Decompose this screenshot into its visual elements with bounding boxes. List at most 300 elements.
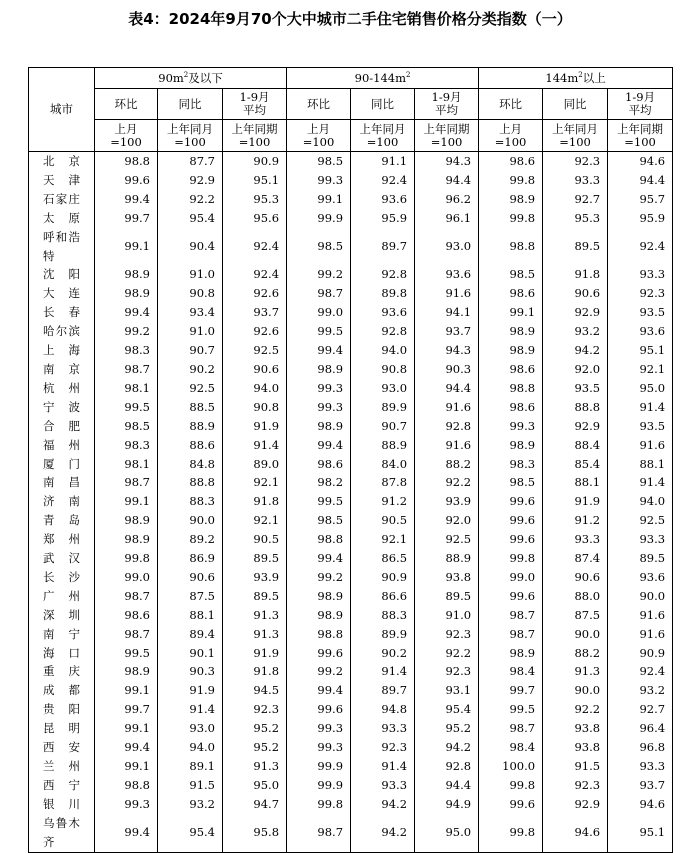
- index-value-cell: 98.9: [95, 284, 158, 303]
- index-value-cell: 98.4: [479, 738, 543, 757]
- table-row: [29, 587, 673, 606]
- index-value-cell: 99.2: [287, 662, 351, 681]
- header-group-row: [29, 68, 673, 89]
- index-value-cell: 99.1: [95, 492, 158, 511]
- index-value-cell: 99.6: [479, 511, 543, 530]
- index-value-cell: 92.8: [415, 417, 479, 436]
- base-header-line2: =100: [302, 134, 335, 149]
- index-value-cell: 92.7: [608, 700, 673, 719]
- index-value-cell: 93.6: [351, 190, 415, 209]
- table-row: [29, 360, 673, 379]
- table-row: [29, 814, 673, 852]
- index-value-cell: 93.0: [351, 379, 415, 398]
- city-name-cell: 上海: [29, 341, 95, 360]
- index-value-cell: 98.8: [479, 379, 543, 398]
- table-row: [29, 606, 673, 625]
- base-header-line1: 上年同期: [423, 121, 470, 136]
- base-header: [608, 120, 673, 152]
- table-row: [29, 473, 673, 492]
- index-value-cell: 90.8: [223, 398, 287, 417]
- index-value-cell: 96.4: [608, 719, 673, 738]
- index-value-cell: 92.3: [415, 625, 479, 644]
- index-value-cell: 94.0: [223, 379, 287, 398]
- index-value-cell: 98.5: [287, 152, 351, 171]
- index-value-cell: 90.1: [158, 644, 223, 663]
- index-value-cell: 92.7: [543, 190, 608, 209]
- index-value-cell: 98.1: [95, 455, 158, 474]
- table-row: [29, 265, 673, 284]
- index-value-cell: 99.2: [287, 568, 351, 587]
- index-value-cell: 95.3: [543, 209, 608, 228]
- index-value-cell: 93.8: [543, 738, 608, 757]
- base-header: [95, 120, 158, 152]
- index-value-cell: 98.7: [479, 625, 543, 644]
- city-name-cell: 哈尔滨: [29, 322, 95, 341]
- index-value-cell: 92.3: [608, 284, 673, 303]
- index-value-cell: 90.3: [158, 662, 223, 681]
- index-value-cell: 88.0: [543, 587, 608, 606]
- index-value-cell: 90.9: [608, 644, 673, 663]
- table-row: [29, 228, 673, 266]
- index-value-cell: 87.5: [543, 606, 608, 625]
- index-value-cell: 99.2: [287, 265, 351, 284]
- index-value-cell: 99.1: [479, 303, 543, 322]
- index-value-cell: 91.1: [351, 152, 415, 171]
- index-value-cell: 98.2: [287, 473, 351, 492]
- index-value-cell: 94.9: [415, 795, 479, 814]
- index-value-cell: 88.6: [158, 436, 223, 455]
- index-value-cell: 92.2: [543, 700, 608, 719]
- index-value-cell: 90.0: [543, 625, 608, 644]
- index-value-cell: 98.7: [95, 587, 158, 606]
- index-value-cell: 95.1: [608, 814, 673, 852]
- index-value-cell: 99.8: [479, 814, 543, 852]
- index-value-cell: 94.0: [351, 341, 415, 360]
- index-value-cell: 98.8: [95, 152, 158, 171]
- index-value-cell: 93.7: [608, 776, 673, 795]
- index-value-cell: 94.4: [415, 379, 479, 398]
- index-value-cell: 92.0: [415, 511, 479, 530]
- table-row: [29, 190, 673, 209]
- index-value-cell: 98.7: [95, 625, 158, 644]
- index-value-cell: 94.8: [351, 700, 415, 719]
- index-value-cell: 89.7: [351, 681, 415, 700]
- index-value-cell: 88.1: [158, 606, 223, 625]
- index-value-cell: 89.5: [223, 587, 287, 606]
- index-value-cell: 99.8: [479, 209, 543, 228]
- index-value-cell: 93.0: [158, 719, 223, 738]
- index-value-cell: 90.5: [223, 530, 287, 549]
- index-value-cell: 99.6: [479, 587, 543, 606]
- city-name-cell: 海口: [29, 644, 95, 663]
- city-name-cell: 福州: [29, 436, 95, 455]
- index-value-cell: 98.8: [287, 625, 351, 644]
- index-value-cell: 91.5: [158, 776, 223, 795]
- table-row: [29, 492, 673, 511]
- index-value-cell: 99.8: [95, 549, 158, 568]
- sub-header: [158, 89, 223, 120]
- group-header-post: 以上: [582, 70, 606, 85]
- city-name-cell: 北京: [29, 152, 95, 171]
- index-value-cell: 99.6: [479, 795, 543, 814]
- index-value-cell: 99.4: [95, 303, 158, 322]
- base-header: [479, 120, 543, 152]
- index-value-cell: 92.3: [351, 738, 415, 757]
- index-value-cell: 86.6: [351, 587, 415, 606]
- index-value-cell: 91.3: [543, 662, 608, 681]
- index-value-cell: 94.3: [415, 152, 479, 171]
- index-value-cell: 99.4: [95, 814, 158, 852]
- index-value-cell: 99.4: [95, 190, 158, 209]
- index-value-cell: 91.8: [543, 265, 608, 284]
- city-name-cell: 兰州: [29, 757, 95, 776]
- index-value-cell: 99.3: [479, 417, 543, 436]
- index-value-cell: 92.9: [543, 417, 608, 436]
- table-row: [29, 379, 673, 398]
- sub-header: [351, 89, 415, 120]
- index-value-cell: 99.0: [479, 568, 543, 587]
- index-value-cell: 93.6: [415, 265, 479, 284]
- index-value-cell: 92.3: [543, 776, 608, 795]
- index-value-cell: 90.9: [351, 568, 415, 587]
- index-value-cell: 98.9: [479, 644, 543, 663]
- index-value-cell: 95.1: [608, 341, 673, 360]
- price-index-table: [28, 67, 673, 853]
- sub-header: [543, 89, 608, 120]
- index-value-cell: 94.4: [608, 171, 673, 190]
- index-value-cell: 89.1: [158, 757, 223, 776]
- index-value-cell: 98.3: [95, 436, 158, 455]
- table-row: [29, 568, 673, 587]
- sub-header-line1: 环比: [114, 96, 138, 111]
- index-value-cell: 98.5: [479, 473, 543, 492]
- index-value-cell: 98.1: [95, 379, 158, 398]
- index-value-cell: 94.6: [608, 152, 673, 171]
- index-value-cell: 98.9: [95, 662, 158, 681]
- index-value-cell: 94.1: [415, 303, 479, 322]
- sub-header: [223, 89, 287, 120]
- city-name-cell: 长春: [29, 303, 95, 322]
- index-value-cell: 87.8: [351, 473, 415, 492]
- index-value-cell: 88.9: [351, 436, 415, 455]
- index-value-cell: 93.5: [543, 379, 608, 398]
- sub-header-line1: 环比: [307, 96, 331, 111]
- index-value-cell: 99.0: [95, 568, 158, 587]
- city-name-cell: 银川: [29, 795, 95, 814]
- index-value-cell: 89.5: [608, 549, 673, 568]
- index-value-cell: 95.0: [415, 814, 479, 852]
- index-value-cell: 98.9: [479, 341, 543, 360]
- index-value-cell: 91.4: [158, 700, 223, 719]
- index-value-cell: 95.4: [158, 209, 223, 228]
- base-header-line2: =100: [238, 134, 271, 149]
- table-row: [29, 341, 673, 360]
- index-value-cell: 91.4: [608, 473, 673, 492]
- index-value-cell: 94.2: [351, 795, 415, 814]
- table-row: [29, 171, 673, 190]
- index-value-cell: 93.1: [415, 681, 479, 700]
- city-name-cell: 大连: [29, 284, 95, 303]
- index-value-cell: 86.5: [351, 549, 415, 568]
- index-value-cell: 92.5: [158, 379, 223, 398]
- index-value-cell: 88.1: [608, 455, 673, 474]
- index-value-cell: 93.6: [608, 568, 673, 587]
- sub-header: [287, 89, 351, 120]
- index-value-cell: 92.9: [543, 795, 608, 814]
- index-value-cell: 88.2: [415, 455, 479, 474]
- index-value-cell: 93.3: [543, 171, 608, 190]
- page-title: 表4：2024年9月70个大中城市二手住宅销售价格分类指数（一）: [128, 10, 572, 28]
- index-value-cell: 91.6: [608, 606, 673, 625]
- base-header-line2: =100: [624, 134, 656, 149]
- index-value-cell: 88.4: [543, 436, 608, 455]
- index-value-cell: 92.3: [223, 700, 287, 719]
- index-value-cell: 87.4: [543, 549, 608, 568]
- index-value-cell: 90.6: [543, 284, 608, 303]
- index-value-cell: 95.2: [223, 738, 287, 757]
- index-value-cell: 89.0: [223, 455, 287, 474]
- index-value-cell: 93.9: [415, 492, 479, 511]
- index-value-cell: 99.3: [287, 738, 351, 757]
- index-value-cell: 94.7: [223, 795, 287, 814]
- base-header-line1: 上月: [307, 121, 331, 136]
- index-value-cell: 92.8: [415, 757, 479, 776]
- header-sub-row: [29, 89, 673, 120]
- index-value-cell: 91.3: [223, 757, 287, 776]
- index-value-cell: 93.8: [415, 568, 479, 587]
- index-value-cell: 98.9: [95, 511, 158, 530]
- index-value-cell: 98.7: [287, 814, 351, 852]
- table-row: [29, 417, 673, 436]
- sub-header-line1: 1-9月: [431, 90, 462, 104]
- index-value-cell: 96.2: [415, 190, 479, 209]
- index-value-cell: 90.6: [158, 568, 223, 587]
- index-value-cell: 92.8: [351, 322, 415, 341]
- index-value-cell: 99.5: [287, 322, 351, 341]
- index-value-cell: 93.3: [608, 757, 673, 776]
- city-name-cell: 贵阳: [29, 700, 95, 719]
- index-value-cell: 92.2: [415, 473, 479, 492]
- group-header-pre: 144m: [545, 70, 579, 85]
- index-value-cell: 94.4: [415, 171, 479, 190]
- index-value-cell: 92.3: [415, 662, 479, 681]
- base-header: [223, 120, 287, 152]
- base-header-line1: 上年同期: [617, 121, 664, 136]
- city-name-cell: 深圳: [29, 606, 95, 625]
- city-column-header: 城市: [29, 68, 95, 152]
- index-value-cell: 98.7: [287, 284, 351, 303]
- index-value-cell: 94.2: [415, 738, 479, 757]
- table-row: [29, 511, 673, 530]
- city-name-cell: 乌鲁木齐: [29, 814, 95, 852]
- index-value-cell: 98.7: [95, 360, 158, 379]
- index-value-cell: 98.6: [479, 360, 543, 379]
- index-value-cell: 92.6: [223, 322, 287, 341]
- index-value-cell: 99.4: [287, 436, 351, 455]
- sub-header-line1: 1-9月: [239, 90, 270, 104]
- index-value-cell: 92.4: [608, 228, 673, 266]
- table-row: [29, 436, 673, 455]
- table-row: [29, 700, 673, 719]
- city-name-cell: 南宁: [29, 625, 95, 644]
- index-value-cell: 95.9: [608, 209, 673, 228]
- index-value-cell: 98.8: [95, 776, 158, 795]
- index-value-cell: 90.7: [351, 417, 415, 436]
- table-row: [29, 757, 673, 776]
- city-name-cell: 天津: [29, 171, 95, 190]
- index-value-cell: 90.3: [415, 360, 479, 379]
- city-name-cell: 杭州: [29, 379, 95, 398]
- index-value-cell: 91.4: [351, 757, 415, 776]
- index-value-cell: 99.1: [95, 681, 158, 700]
- index-value-cell: 99.9: [287, 757, 351, 776]
- index-value-cell: 90.8: [351, 360, 415, 379]
- index-value-cell: 99.6: [287, 700, 351, 719]
- index-value-cell: 91.3: [223, 625, 287, 644]
- index-value-cell: 91.0: [415, 606, 479, 625]
- index-value-cell: 94.6: [543, 814, 608, 852]
- index-value-cell: 96.1: [415, 209, 479, 228]
- index-value-cell: 98.6: [287, 455, 351, 474]
- index-value-cell: 99.1: [95, 757, 158, 776]
- table-row: [29, 398, 673, 417]
- index-value-cell: 91.6: [608, 625, 673, 644]
- index-value-cell: 94.0: [608, 492, 673, 511]
- index-value-cell: 98.9: [479, 436, 543, 455]
- table-row: [29, 644, 673, 663]
- index-value-cell: 99.0: [287, 303, 351, 322]
- index-value-cell: 98.7: [479, 719, 543, 738]
- group-header-pre: 90m: [158, 70, 184, 85]
- index-value-cell: 99.5: [95, 644, 158, 663]
- sub-header-line2: 平均: [243, 103, 267, 117]
- index-value-cell: 100.0: [479, 757, 543, 776]
- index-value-cell: 95.8: [223, 814, 287, 852]
- sub-header-line2: 平均: [435, 103, 459, 117]
- table-row: [29, 284, 673, 303]
- index-value-cell: 91.9: [223, 417, 287, 436]
- sub-header: [479, 89, 543, 120]
- sub-header-line1: 同比: [563, 96, 587, 111]
- index-value-cell: 84.0: [351, 455, 415, 474]
- group-header: [287, 68, 479, 89]
- index-value-cell: 95.2: [415, 719, 479, 738]
- index-value-cell: 92.4: [223, 228, 287, 266]
- index-value-cell: 98.9: [95, 530, 158, 549]
- sub-header: [608, 89, 673, 120]
- city-name-cell: 武汉: [29, 549, 95, 568]
- table-row: [29, 625, 673, 644]
- index-value-cell: 94.5: [223, 681, 287, 700]
- city-name-cell: 昆明: [29, 719, 95, 738]
- index-value-cell: 91.2: [543, 511, 608, 530]
- index-value-cell: 93.2: [158, 795, 223, 814]
- index-value-cell: 89.5: [223, 549, 287, 568]
- index-value-cell: 88.3: [351, 606, 415, 625]
- index-value-cell: 98.8: [287, 530, 351, 549]
- index-value-cell: 90.6: [223, 360, 287, 379]
- index-value-cell: 99.4: [287, 681, 351, 700]
- city-name-cell: 济南: [29, 492, 95, 511]
- index-value-cell: 99.1: [95, 719, 158, 738]
- index-value-cell: 99.2: [95, 322, 158, 341]
- index-value-cell: 90.4: [158, 228, 223, 266]
- base-header: [543, 120, 608, 152]
- index-value-cell: 95.1: [223, 171, 287, 190]
- index-value-cell: 90.0: [608, 587, 673, 606]
- index-value-cell: 98.3: [95, 341, 158, 360]
- city-name-cell: 成都: [29, 681, 95, 700]
- group-header: [95, 68, 287, 89]
- index-value-cell: 92.6: [223, 284, 287, 303]
- index-value-cell: 88.9: [158, 417, 223, 436]
- index-value-cell: 94.2: [351, 814, 415, 852]
- table-row: [29, 530, 673, 549]
- table-row: [29, 662, 673, 681]
- base-header: [287, 120, 351, 152]
- index-value-cell: 93.2: [608, 681, 673, 700]
- index-value-cell: 91.8: [223, 662, 287, 681]
- index-value-cell: 92.0: [543, 360, 608, 379]
- sub-header-line1: 环比: [499, 96, 523, 111]
- group-header: [479, 68, 673, 89]
- table-row: [29, 681, 673, 700]
- city-name-cell: 重庆: [29, 662, 95, 681]
- index-value-cell: 88.9: [415, 549, 479, 568]
- index-value-cell: 98.9: [95, 265, 158, 284]
- table-row: [29, 152, 673, 171]
- city-name-cell: 西宁: [29, 776, 95, 795]
- base-header: [351, 120, 415, 152]
- base-header-line1: 上年同月: [359, 121, 406, 136]
- index-value-cell: 99.9: [287, 209, 351, 228]
- sub-header-line2: 平均: [628, 103, 652, 117]
- base-header: [415, 120, 479, 152]
- index-value-cell: 93.9: [223, 568, 287, 587]
- index-value-cell: 86.9: [158, 549, 223, 568]
- index-value-cell: 98.9: [287, 606, 351, 625]
- index-value-cell: 99.6: [479, 492, 543, 511]
- index-value-cell: 91.0: [158, 322, 223, 341]
- index-value-cell: 89.2: [158, 530, 223, 549]
- index-value-cell: 92.1: [351, 530, 415, 549]
- index-value-cell: 91.4: [351, 662, 415, 681]
- city-name-cell: 南昌: [29, 473, 95, 492]
- base-header-line1: 上年同月: [552, 121, 599, 136]
- city-name-cell: 南京: [29, 360, 95, 379]
- group-header-pre: 90-144m: [354, 70, 406, 85]
- index-value-cell: 98.6: [95, 606, 158, 625]
- index-value-cell: 92.2: [158, 190, 223, 209]
- index-value-cell: 92.8: [351, 265, 415, 284]
- base-header-line2: =100: [110, 134, 142, 149]
- city-name-cell: 郑州: [29, 530, 95, 549]
- index-value-cell: 98.9: [479, 190, 543, 209]
- table-row: [29, 322, 673, 341]
- index-value-cell: 92.9: [543, 303, 608, 322]
- index-value-cell: 99.6: [287, 644, 351, 663]
- index-value-cell: 91.4: [223, 436, 287, 455]
- base-header-line1: 上年同期: [231, 121, 278, 136]
- index-value-cell: 92.3: [543, 152, 608, 171]
- index-value-cell: 93.5: [608, 303, 673, 322]
- index-value-cell: 99.8: [287, 795, 351, 814]
- index-value-cell: 94.6: [608, 795, 673, 814]
- index-value-cell: 93.3: [543, 530, 608, 549]
- base-header-line2: =100: [559, 134, 591, 149]
- index-value-cell: 99.7: [95, 700, 158, 719]
- index-value-cell: 93.0: [415, 228, 479, 266]
